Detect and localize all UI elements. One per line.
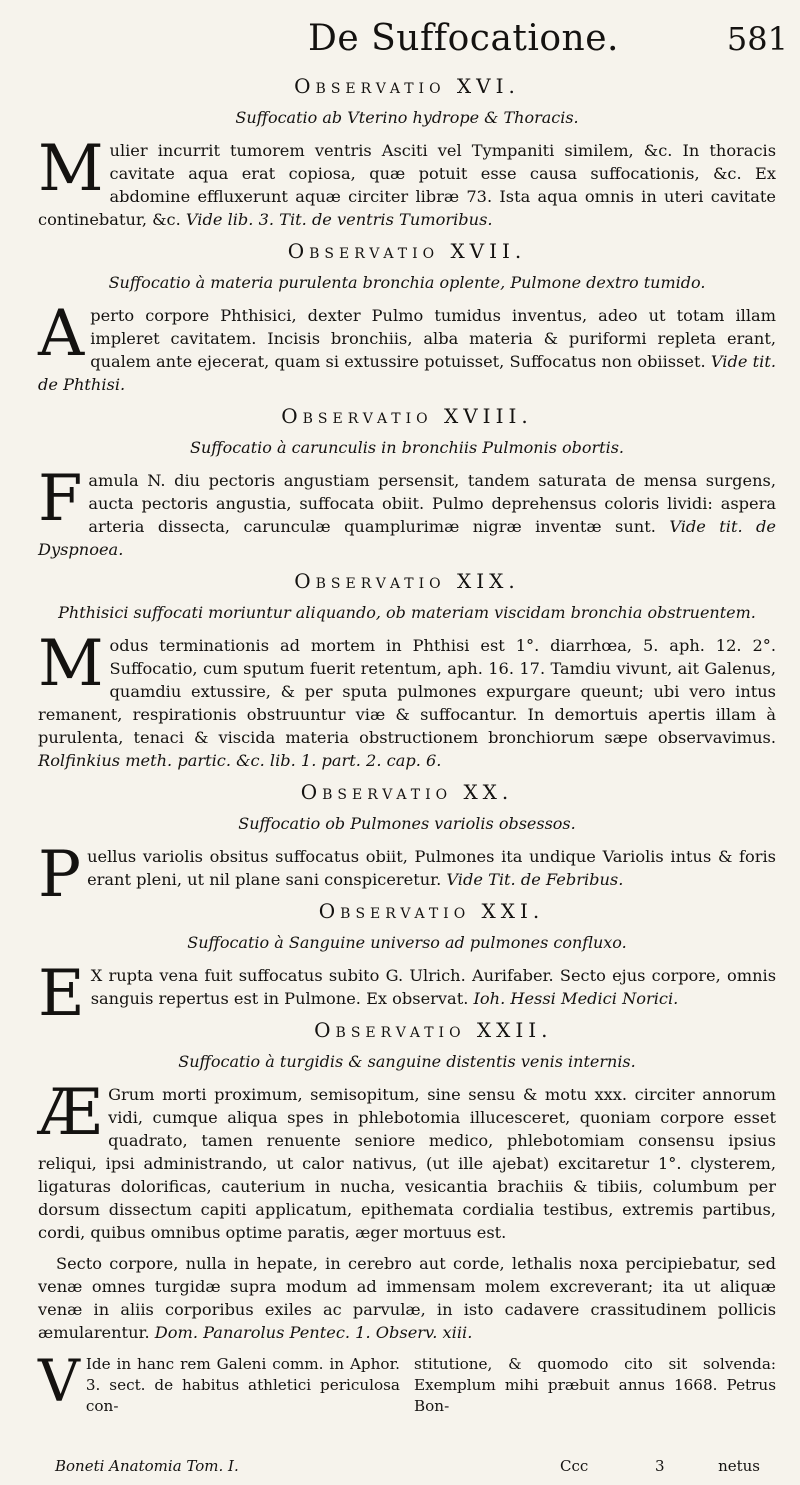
observation-paragraph xyxy=(38,1076,776,1244)
reference: Dom. Panarolus Pentec. 1. Observ. xiii. xyxy=(154,1323,473,1342)
drop-cap: E xyxy=(38,957,85,1031)
page-number: 581 xyxy=(726,20,788,58)
observation-heading: Observatio XVI. xyxy=(294,74,520,98)
text-body xyxy=(38,74,776,1344)
observation-subtitle: Suffocatio à carunculis in bronchiis Pulmonis obortis. xyxy=(189,438,625,457)
column-left xyxy=(38,1347,400,1417)
paragraph-text: X rupta vena fuit suffocatus subito G. Ulrich. Aurifaber. Secto ejus corpore, omnis sanguis repertus est in Pulmone. Ex observat. xyxy=(90,966,776,1008)
reference: Vide Tit. de Febribus. xyxy=(446,870,624,889)
signature-mark: Ccc xyxy=(560,1457,589,1475)
observation-paragraph xyxy=(38,627,776,772)
page xyxy=(20,0,788,1475)
paragraph-text: amula N. diu pectoris angustiam persensit, tandem saturata de mensa surgens, aucta pectoris angustia, suffocata obiit. Pulmo deprehensus coloris lividi: aspera arteria dissecta, carunculæ quamplurimæ nigræ inventæ sunt. xyxy=(88,471,776,536)
observation-subtitle: Suffocatio à Sanguine universo ad pulmones confluxo. xyxy=(187,933,627,952)
drop-cap: Æ xyxy=(38,1076,103,1150)
drop-cap: M xyxy=(38,132,104,206)
observation-heading: Observatio XIX. xyxy=(294,569,520,593)
reference: Vide tit. de Phthisi. xyxy=(38,352,776,394)
observation-heading: Observatio XVIII. xyxy=(281,404,533,428)
page-footer xyxy=(55,1457,760,1481)
observation-subtitle: Suffocatio ob Pulmones variolis obsessos. xyxy=(238,814,576,833)
paragraph-text: Secto corpore, nulla in hepate, in cerebro aut corde, lethalis noxa percipiebatur, sed venæ omnes turgidæ supra modum ad immensam molem excreverant; ita ut aliquæ venæ in aliis corporibus exiles ac parvulæ, in isto cadavere crassitudinem pollicis æmularentur. xyxy=(38,1254,776,1342)
observation-subtitle: Suffocatio à materia purulenta bronchia oplente, Pulmone dextro tumido. xyxy=(108,273,706,292)
drop-cap: M xyxy=(38,627,104,701)
observation-paragraph xyxy=(38,132,776,231)
reference: Vide tit. de Dyspnoea. xyxy=(38,517,777,559)
reference: Vide lib. 3. Tit. de ventris Tumoribus. xyxy=(185,210,493,229)
paragraph-text: odus terminationis ad mortem in Phthisi est 1°. diarrhœa, 5. aph. 12. 2°. Suffocatio, cum sputum fuerit retentum, aph. 16. 17. Tamdiu vivunt, ait Galenus, quamdiu extussire, & per sputa pulmones expurgare queunt; ubi vero intus remanent, respirationis obstruuntur viæ & suffocantur. In demortuis apertis illam à purulenta, tenaci & viscida materia obstructionem bronchiorum sæpe observavimus. xyxy=(38,636,776,747)
observation-heading: Observatio XXII. xyxy=(314,1018,553,1042)
reference: Ioh. Hessi Medici Norici. xyxy=(473,989,679,1008)
paragraph-text: perto corpore Phthisici, dexter Pulmo tumidus inventus, adeo ut totam illam impleret cavitatem. Incisis bronchiis, alba materia & puriformi repleta erant, qualem ante ejecerat, quam si extussire potuisset, Suffocatus non obiisset. xyxy=(90,306,776,371)
running-head xyxy=(38,6,788,68)
signature: Boneti Anatomia Tom. I. xyxy=(55,1457,239,1475)
paragraph-text: Grum morti proximum, semisopitum, sine sensu & motu xxx. circiter annorum vidi, cumque aliqua spes in phlebotomia illucesceret, quoniam corpore esset quadrato, tamen renuente seniore medico, phlebotomiam consensu ipsius reliqui, ipsi administrando, ut calor nativus, (ut ille ajebat) excitaretur 1°. clysterem, ligaturas dolorificas, cauterium in nucha, vesicantia brachiis & tibiis, columbum per dorsum dissectum capiti applicatum, epithemata cordialia testibus, extremis partibus, cordi, quibus omnibus optime paratis, æger mortuus est. xyxy=(38,1085,776,1242)
drop-cap: P xyxy=(38,838,82,912)
paragraph-text: ulier incurrit tumorem ventris Asciti vel Tympaniti similem, &c. In thoracis cavitate aqua erat copiosa, quæ potuit esse causa suffocationis, &c. Ex abdomine effluxerunt aquæ circiter libræ 73. Ista aqua omnis in uteri cavitate continebatur, &c. xyxy=(38,141,776,229)
column-right: stitutione, & quomodo cito sit solvenda: Exemplum mihi præbuit annus 1668. Petrus Bon- xyxy=(414,1355,776,1415)
reference: Rolfinkius meth. partic. &c. lib. 1. part. 2. cap. 6. xyxy=(38,751,442,770)
observation-paragraph xyxy=(38,462,777,561)
drop-cap: A xyxy=(38,297,85,371)
observation-paragraph xyxy=(38,297,776,396)
final-columns xyxy=(38,1347,776,1417)
observation-subtitle: Phthisici suffocati moriuntur aliquando, ob materiam viscidam bronchia obstruentem. xyxy=(58,603,756,622)
signature-number: 3 xyxy=(655,1457,665,1475)
running-title: De Suffocatione. xyxy=(308,18,619,59)
drop-cap: V xyxy=(38,1347,80,1415)
observation-subtitle: Suffocatio à turgidis & sanguine distentis venis internis. xyxy=(178,1052,636,1071)
observation-heading: Observatio XVII. xyxy=(287,239,527,263)
catchword: netus xyxy=(718,1457,760,1475)
observation-heading: Observatio XX. xyxy=(300,780,514,804)
observation-heading: Observatio XXI. xyxy=(318,899,545,923)
column-left-text: Ide in hanc rem Galeni comm. in Aphor. 3. sect. de habitus athletici periculosa con- xyxy=(85,1355,400,1415)
drop-cap: F xyxy=(38,462,83,536)
paragraph-text: uellus variolis obsitus suffocatus obiit, Pulmones ita undique Variolis intus & foris erant pleni, ut nil plane sani conspiceretur. xyxy=(87,847,776,889)
observation-subtitle: Suffocatio ab Vterino hydrope & Thoracis. xyxy=(235,108,579,127)
observation-paragraph xyxy=(38,1252,776,1344)
